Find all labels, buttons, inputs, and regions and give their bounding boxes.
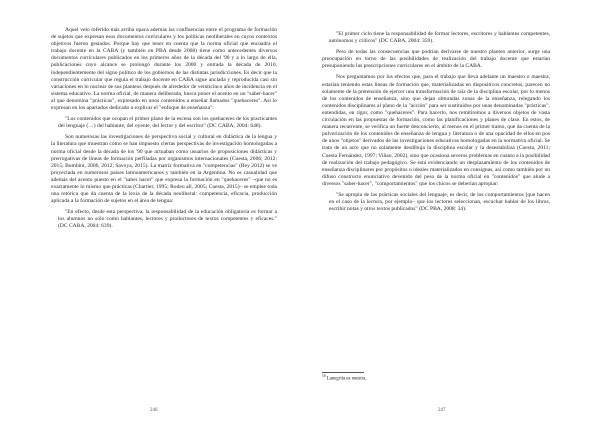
paragraph: Son numerosas las investigaciones de perspectiva social y cultural en didáctica de la lengua y la literatura que muestran cómo se han impuesto ciertas perspectivas de investigación homologadas a norma oficial desde la década de los '90 que actuaban como usuarios de proposiciones didácticas y prerrogativas de líneas de formación perfiladas por organismos internacionales (Cuesta, 2006; 2012; 2015; Bombini, 2006, 2012; Savoya, 2015). La matriz formativa en "competencias" (Rey 2012) se ve proyectada en numerosos países latinoamericanos y también en la Argentina. No es casualidad que además del acento puesto en el "saber hacer" que expresa la formación en "quehaceres" –que no es exactamente lo mismo que prácticas (Chartier, 1995; Rodeo all, 2005; Cuesta, 2015)– se emplee toda una retórica que da cuenta de la lexia de la década neoliberal: competencia, eficacia, producción aplicada a la formación de sujetos en el área de lengua: — [51, 134, 277, 205]
block-quote: "Se apropia de las prácticas sociales del lenguaje, es decir, de los comportamientos [que hacen en el caso de la lectura, por ejemplo– que los lectores seleccionan, escuchar hablar de los libros, escribir notas y otros textos publicados" (DC PBA, 2008: 34). — [329, 191, 550, 213]
page-number: 246 — [150, 408, 158, 413]
footnote-rule — [322, 372, 364, 373]
block-quote: "En efecto, desde esta perspectiva, la responsabilidad de la educación obligatoria es formar a los alumnos no sólo como hablantes, lectores y productores de textos competentes y eficaces." (DC CABA, 2004: 639). — [58, 209, 277, 230]
block-quote: "Los contenidos que ocupan el primer plano de la escena son los quehaceres de los practicantes del lenguaje (…) del hablante, del oyente, del lector y del escritor" (DC CABA, 2004: 648). — [58, 116, 277, 130]
right-page-text — [322, 27, 550, 217]
page-number: 247 — [438, 408, 446, 413]
paragraph: Aquel velo referido más arriba opaca además las confluencias entre el programa de formación de sujetos que expresan esos documentos curriculares y los políticas neoliberales en cuyos contextos objetivos fueron gestados. Porque hay que tener en cuenta que la norma oficial que encuadra el trabajo docente en la CABA (y también en PBA desde 2008) tiene como antecedentes diversos documentos curriculares publicados en los primeros años de la década del '90 y a lo largo de ella, publicaciones cuyo alcance se prolongó durante los 2000 y entrada la década de 2010, independientemente del signo político de los gobiernos de las distintas jurisdicciones. Es decir que la construcción curricular que regula el trabajo docente en CABA sigue anclada y reproducida casi sin variaciones en lo nuclear de sus planteos después de alrededor de veinticinco años de incidencia en el sistema educativo. La norma oficial, de manera deliberada, busca poner el acento en un "saber-hacer" al que denomina "prácticas", expresado en unos contenidos a enseñar llamados "quehaceres". Así lo expresan en los apartados dedicado a explicar el "enfoque de enseñanza": — [51, 27, 277, 112]
left-page-text — [51, 27, 277, 235]
block-quote: "El primer ciclo tiene la responsabilidad de formar lectores, escritores y hablantes competentes, autónomos y críticos" (DC CABA, 2004: 359). — [329, 31, 550, 45]
footnote-text: Lanegrita es nuestra. — [326, 376, 367, 382]
right-page — [300, 0, 600, 424]
paragraph: Nos preguntamos por los efectos que, para el trabajo que lleva adelante un maestro o maestra, estarían teniendo estas líneas de formación que, materializadas en dispositivos concretos, parecen no solamente de la pretensión de ejercer una transformación de raíz de la disciplina escolar, por lo menos de los contenidos de enseñanza, sino que dejan obturadas zonas de la enseñanza, relegando los contenidos disciplinares al plano de la "acción" para ser sustituidos por unas denominadas "prácticas", entendidas, en rigor, como "quehaceres". Para hacerlo, nos remitiremos a diversos objetos de vasta circulación en las propuestas de formación, como las planificaciones y planes de clase. En estos, de manera recurrente, se verifica un fuerte desconcierto, al menos en el primer tramo, que da cuenta de la pulverización de los contenidos de enseñanza de lengua y literatura o de una opacidad de ellos en pos de unos "objetos" derivados de las investigaciones educativas homologadas en la normativa oficial. Se trata de un acto que no solamente desdibuja la disciplina escolar y la desestabiliza (Cuesta, 2011; Cuesta Fernández, 1997; Viñao, 2002), sino que ocasiona severos problemas en cuanto a la posibilidad de realización del trabajo pedagógico. Se está evidenciando un desplazamiento de los contenidos de enseñanza disciplinares por propósitos o ideales materializados en consignas, así como también por un difuso constructo enunciativo devenido del peso de la norma oficial en "contenidos" que alude a diversos "saber-hacer", "comportamientos" que los chicos se deberían apropiar: — [322, 74, 551, 187]
footnote-mark: 16 — [322, 374, 326, 378]
paragraph: Pero de todas las consecuencias que podrían derivarse de nuestro planteo anterior, surge una preocupación en torno de las posibilidades de realización del trabajo docente que estarían presuponiendo las prescripciones curriculares en el ámbito de la CABA. — [322, 49, 550, 70]
footnote — [322, 376, 550, 383]
